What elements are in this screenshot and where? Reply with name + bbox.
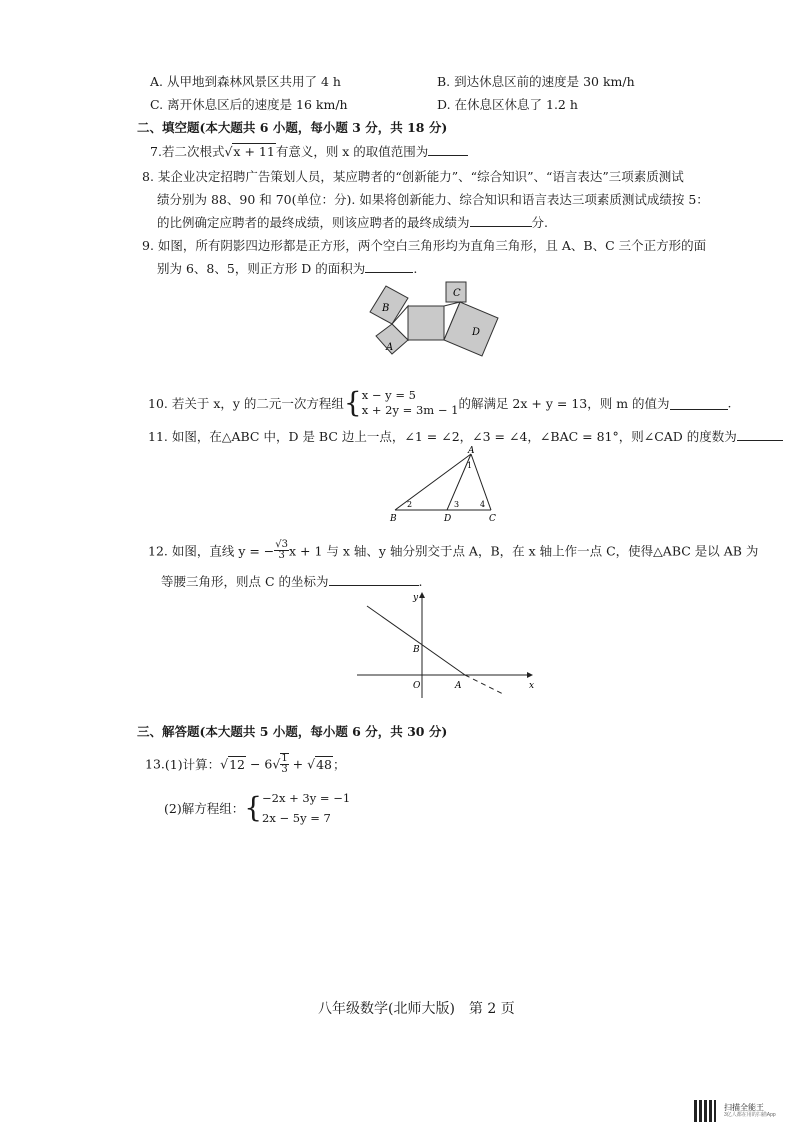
q9-line1: 9. 如图，所有阴影四边形都是正方形，两个空白三角形均为直角三角形，且 A、B、C 三个正方形的面 xyxy=(142,238,707,253)
q13-fraction: $\frac{1}{3}$ xyxy=(281,753,288,775)
q8-line1: 8. 某企业决定招聘广告策划人员，某应聘者的“创新能力”、“综合知识”、“语言表达”三项素质测试 xyxy=(142,169,684,184)
q11-angle-3: 3 xyxy=(454,500,460,509)
q8-line3 xyxy=(157,213,548,231)
q8-answer-blank[interactable] xyxy=(470,214,532,227)
section-2-title: 二、填空题(本大题共 6 小题，每小题 3 分，共 18 分) xyxy=(137,120,448,135)
q8-line2: 绩分别为 88、90 和 70(单位：分). 如果将创新能力、综合知识和语言表达三项素质测试成绩按 5： xyxy=(157,192,709,207)
q12-label-b: B xyxy=(413,645,420,655)
question-13-part2: (2)解方程组：{ −2x + 3y = −1 2x − 5y = 7 xyxy=(164,788,350,828)
q13-radicand-1: 12 xyxy=(229,756,245,772)
q12-label-a: A xyxy=(455,681,462,691)
q11-answer-blank[interactable] xyxy=(737,428,783,441)
q9-label-d: D xyxy=(472,327,481,338)
section-3-title: 三、解答题(本大题共 5 小题，每小题 6 分，共 30 分) xyxy=(137,724,448,739)
q12-label-y: y xyxy=(413,593,419,603)
q12-answer-blank[interactable] xyxy=(329,573,419,586)
q10-answer-blank[interactable] xyxy=(670,397,728,410)
qr-code-icon xyxy=(694,1100,716,1122)
q11-angle-4: 4 xyxy=(480,500,486,509)
scanner-watermark xyxy=(694,1100,776,1122)
scanner-name: 扫描全能王 xyxy=(723,1103,764,1112)
q9-answer-blank[interactable] xyxy=(365,260,413,273)
q10-post: 的解满足 2x + y = 13，则 m 的值为 xyxy=(458,396,670,411)
q13-eq2: 2x − 5y = 7 xyxy=(262,811,331,825)
q12-post: x + 1 与 x 轴、y 轴分别交于点 A，B，在 x 轴上作一点 C，使得△ABC 是以 AB 为 xyxy=(289,543,759,559)
q9-figure xyxy=(356,278,516,384)
q9-label-c: C xyxy=(453,288,461,299)
q12-line-dashed xyxy=(465,675,505,695)
q9-line2-text: 别为 6、8、5，则正方形 D 的面积为 xyxy=(157,261,366,276)
question-12-line1 xyxy=(148,540,758,561)
q13-part2-label: (2)解方程组： xyxy=(164,801,245,816)
q13-eq1: −2x + 3y = −1 xyxy=(262,791,351,805)
q11-label-b: B xyxy=(390,514,397,524)
q9-label-b: B xyxy=(382,303,390,314)
question-7: 7.若二次根式√x + 11有意义，则 x 的取值范围为 xyxy=(150,142,468,160)
q12-line2-text: 等腰三角形，则点 C 的坐标为 xyxy=(161,574,329,589)
q12-fraction: $\frac{√3}{3}$ xyxy=(275,539,289,561)
scanner-sub: 3亿人都在用的扫描App xyxy=(723,1112,776,1118)
q8-unit: 分. xyxy=(531,215,548,230)
q12-figure xyxy=(355,590,535,700)
option-d: D. 在休息区休息了 1.2 h xyxy=(437,97,578,112)
q9-central-square xyxy=(408,306,444,340)
page-footer: 八年级数学(北师大版) 第 2 页 xyxy=(318,1001,515,1017)
q11-angle-2: 2 xyxy=(407,500,413,509)
q10-eq2: x + 2y = 3m − 1 xyxy=(361,403,459,417)
q8-line3-text: 的比例确定应聘者的最终成绩，则该应聘者的最终成绩为 xyxy=(157,215,470,230)
q11-text: 11. 如图，在△ABC 中，D 是 BC 边上一点，∠1 = ∠2，∠3 = ∠4，∠BAC = 81°，则∠CAD 的度数为 xyxy=(148,429,737,444)
q10-pre: 10. 若关于 x，y 的二元一次方程组 xyxy=(148,396,344,411)
q11-figure xyxy=(385,444,505,524)
q12-label-o: O xyxy=(413,681,421,691)
option-b: B. 到达休息区前的速度是 30 km/h xyxy=(437,74,635,89)
q12-line xyxy=(367,606,465,675)
q13-number: 13. xyxy=(145,756,165,772)
q7-post: 有意义，则 x 的取值范围为 xyxy=(275,144,429,159)
q9-line2: 别为 6、8、5，则正方形 D 的面积为 . xyxy=(157,261,418,276)
q7-answer-blank[interactable] xyxy=(428,143,468,156)
q12-x-arrow xyxy=(527,672,533,678)
q13-part1-label: (1)计算： xyxy=(164,757,221,772)
q10-eq1: x − y = 5 xyxy=(361,388,416,402)
question-13-part1: 13.(1)计算：√12 − 6√ $\frac{1}{3}$ + √48； xyxy=(145,753,346,775)
q7-number: 7. xyxy=(150,144,162,159)
q12-pre: 12. 如图，直线 y = − xyxy=(148,543,275,559)
question-12-line2: 等腰三角形，则点 C 的坐标为 . xyxy=(161,574,423,589)
q12-label-x: x xyxy=(529,681,535,691)
q13-system xyxy=(262,788,350,828)
q11-label-d: D xyxy=(444,514,452,524)
option-a: A. 从甲地到森林风景区共用了 4 h xyxy=(150,74,341,89)
q12-y-arrow xyxy=(419,592,425,598)
question-10: 10. 若关于 x，y 的二元一次方程组{ x − y = 5 x + 2y = 3m − 1 的解满足 2x + y = 13，则 m 的值为 . xyxy=(148,386,732,419)
option-c: C. 离开休息区后的速度是 16 km/h xyxy=(150,97,348,112)
q9-label-a: A xyxy=(386,342,394,353)
q11-angle-1: 1 xyxy=(467,461,473,470)
q11-label-a: A xyxy=(468,446,475,456)
q11-label-c: C xyxy=(489,514,496,524)
q7-radicand: x + 11 xyxy=(233,144,275,159)
question-11 xyxy=(148,427,783,445)
q7-pre: 若二次根式 xyxy=(161,144,225,159)
q10-system xyxy=(362,388,459,418)
q13-radicand-2: 48 xyxy=(316,756,332,772)
